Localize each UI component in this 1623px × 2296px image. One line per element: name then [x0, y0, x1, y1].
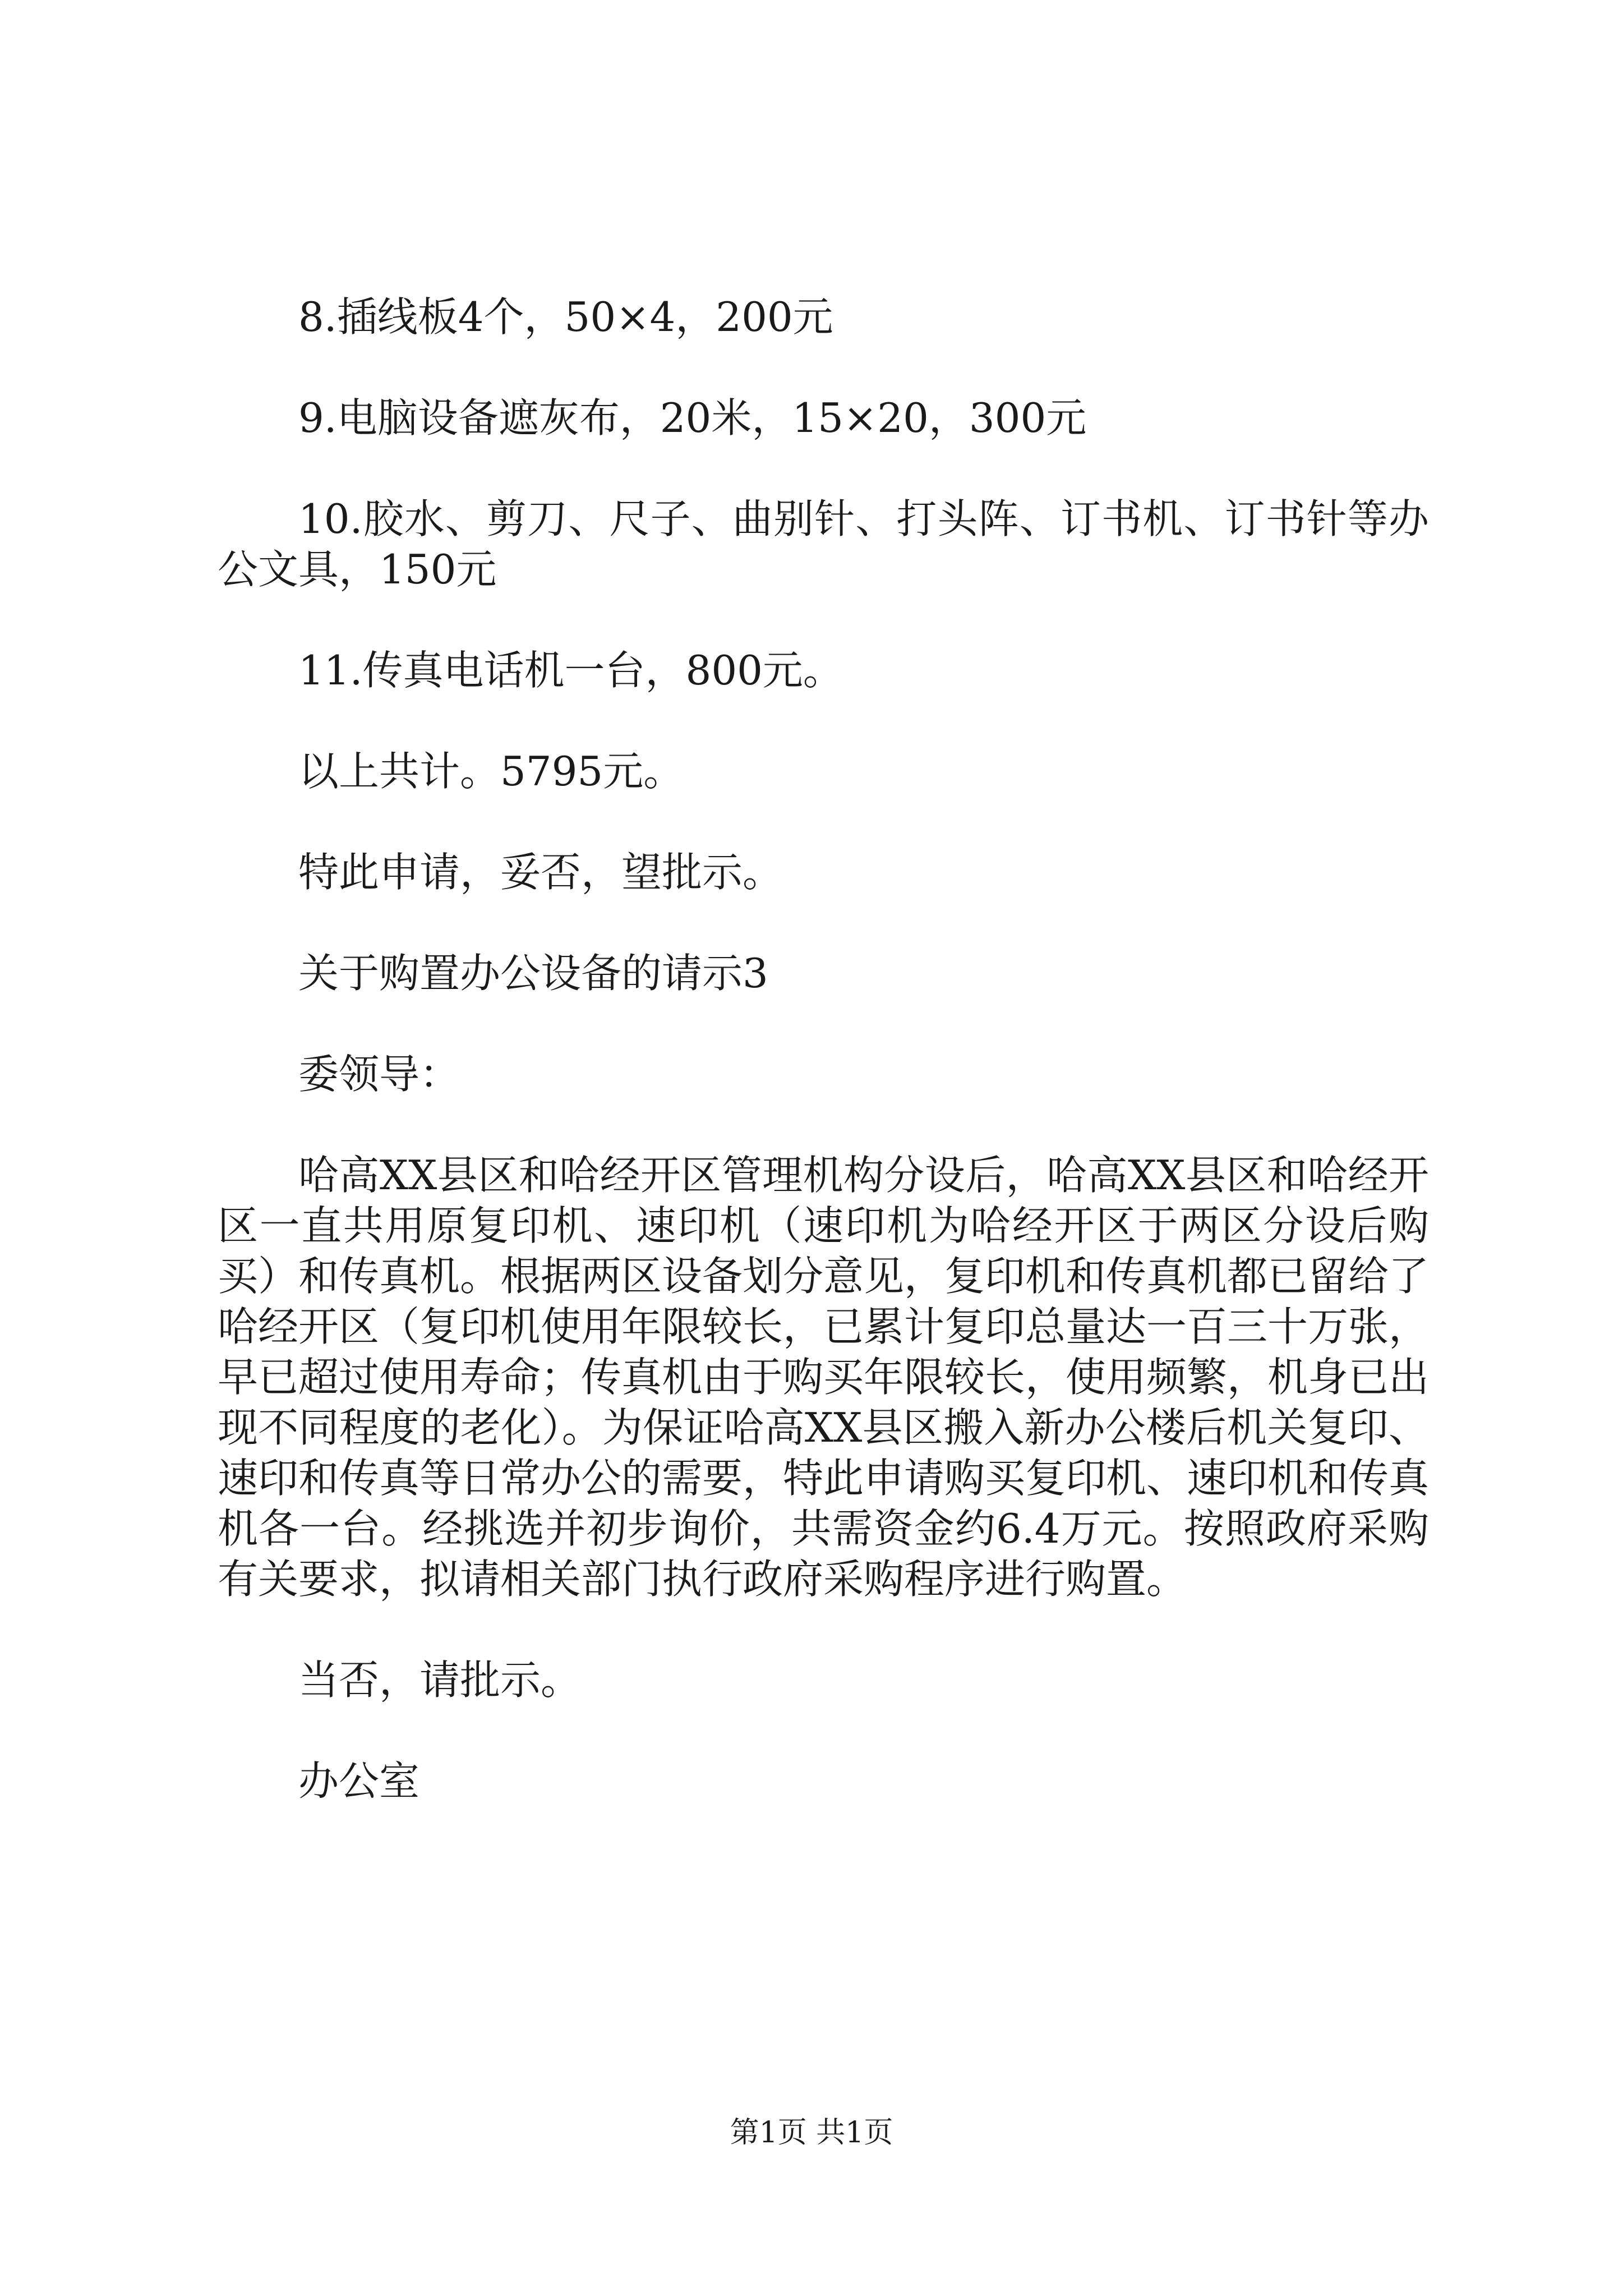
salutation: 委领导：	[298, 1051, 460, 1098]
page-footer: 第1页 共1页	[730, 2116, 893, 2150]
total-line: 以上共计。5795元。	[298, 748, 684, 795]
document-body	[218, 292, 1429, 1857]
section-title: 关于购置办公设备的请示3	[298, 950, 768, 997]
list-item-power-strip: 8.插线板4个，50×4，200元	[298, 293, 833, 341]
list-item-stationery: 10.胶水、剪刀、尺子、曲别针、打头阵、订书机、订书针等办公文具，150元	[218, 495, 1429, 593]
closing-line: 当否，请批示。	[298, 1657, 582, 1704]
request-closing-line: 特此申请，妥否，望批示。	[298, 849, 783, 896]
list-item-dust-cover: 9.电脑设备遮灰布，20米，15×20，300元	[298, 394, 1087, 441]
list-item-fax-phone: 11.传真电话机一台，800元。	[298, 647, 843, 694]
signature-office: 办公室	[298, 1757, 420, 1805]
body-paragraph: 哈高XX县区和哈经开区管理机构分设后，哈高XX县区和哈经开区一直共用原复印机、速印机（速印机为哈经开区于两区分设后购买）和传真机。根据两区设备划分意见，复印机和传真机都已留给了哈经开区（复印机使用年限较长，已累计复印总量达一百三十万张，早已超过使用寿命；传真机由于购买年限较长，使用频繁，机身已出现不同程度的老化）。为保证哈高XX县区搬入新办公楼后机关复印、速印和传真等日常办公的需要，特此申请购买复印机、速印机和传真机各一台。经挑选并初步询价，共需资金约6.4万元。按照政府采购有关要求，拟请相关部门执行政府采购程序进行购置。	[218, 1152, 1430, 1603]
